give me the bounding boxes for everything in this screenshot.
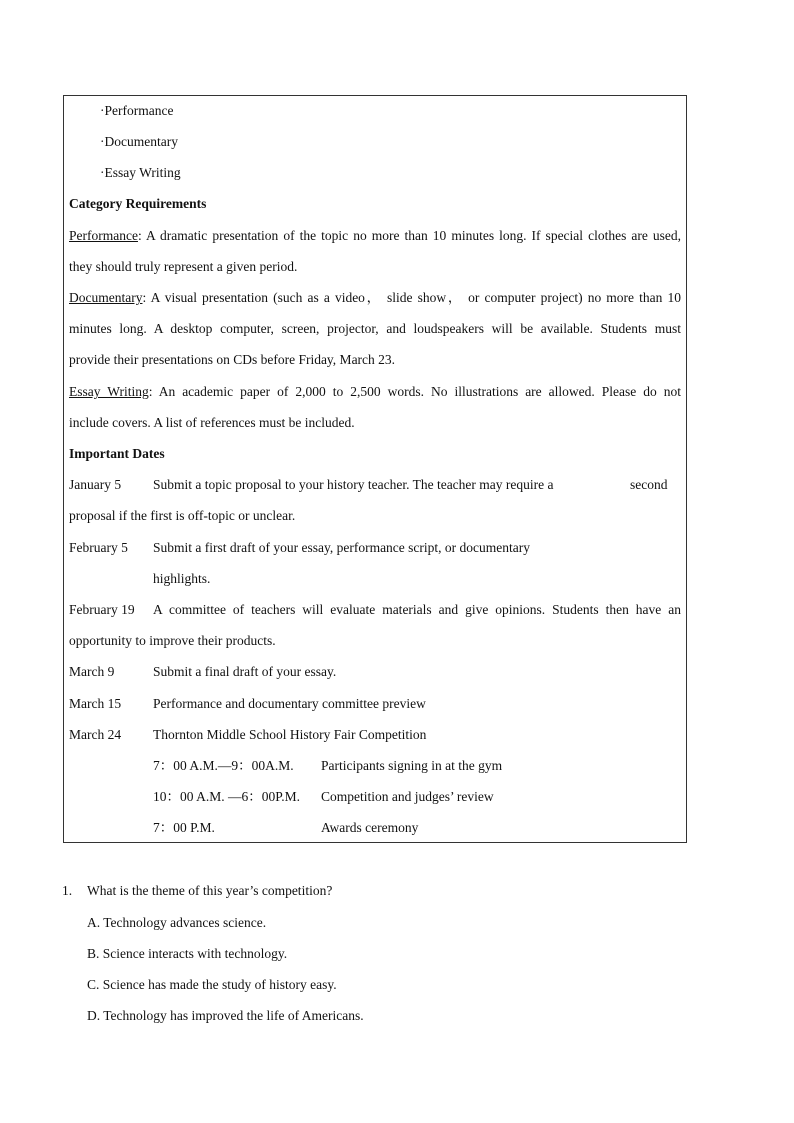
date-feb19-text-1: A committee of teachers will evaluate materials and give opinions. Students then have an [153, 602, 681, 617]
schedule-time: 7：00 P.M. [153, 820, 215, 835]
date-jan5-text-2: proposal if the first is off-topic or unclear. [69, 508, 296, 523]
performance-label: Performance [69, 228, 138, 243]
schedule-time: 10：00 A.M. —6：00P.M. [153, 789, 301, 804]
date-mar15-text: Performance and documentary committee preview [153, 696, 426, 711]
question-text: What is the theme of this year’s competition? [87, 883, 333, 898]
date-feb19-text-2: opportunity to improve their products. [69, 633, 276, 648]
performance-text-1: : A dramatic presentation of the topic no more than 10 minutes long. If special clothes are used, [137, 228, 681, 243]
question-number: 1. [62, 883, 73, 898]
date-feb5: February 5 [69, 540, 128, 555]
requirements-heading: Category Requirements [69, 196, 207, 211]
date-feb5-text-2: highlights. [153, 571, 211, 586]
essay-text-2: include covers. A list of references must be included. [69, 415, 355, 430]
dates-heading: Important Dates [69, 446, 165, 461]
date-mar24-text: Thornton Middle School History Fair Competition [153, 727, 427, 742]
date-mar15: March 15 [69, 696, 122, 711]
documentary-label: Documentary [69, 290, 143, 305]
schedule-event: Awards ceremony [321, 820, 419, 835]
category-item-performance: ·Performance [100, 103, 174, 118]
essay-line-1 [69, 384, 681, 400]
performance-line-1 [69, 228, 681, 244]
date-mar24: March 24 [69, 727, 122, 742]
documentary-line-1 [69, 290, 681, 306]
essay-text-1: : An academic paper of 2,000 to 2,500 words. No illustrations are allowed. Please do not [148, 384, 681, 399]
category-item-essay: ·Essay Writing [100, 165, 181, 180]
documentary-text-1: : A visual presentation (such as a video， slide show， or computer project) no more than 10 [142, 290, 681, 305]
date-mar9-text: Submit a final draft of your essay. [153, 664, 337, 679]
answer-option-d[interactable]: D. Technology has improved the life of Americans. [87, 1008, 364, 1023]
schedule-event: Participants signing in at the gym [321, 758, 503, 773]
date-jan5: January 5 [69, 477, 122, 492]
date-mar9: March 9 [69, 664, 115, 679]
schedule-time: 7：00 A.M.—9：00A.M. [153, 758, 294, 773]
date-feb5-text-1: Submit a first draft of your essay, performance script, or documentary [153, 540, 531, 555]
answer-option-b[interactable]: B. Science interacts with technology. [87, 946, 288, 961]
category-item-documentary: ·Documentary [100, 134, 178, 149]
performance-text-2: they should truly represent a given period. [69, 259, 298, 274]
schedule-event: Competition and judges’ review [321, 789, 494, 804]
documentary-text-2: minutes long. A desktop computer, screen, projector, and loudspeakers will be available. Students must [69, 321, 681, 336]
date-jan5-text-1b: second [630, 477, 668, 492]
essay-label: Essay Writing [69, 384, 149, 399]
documentary-text-3: provide their presentations on CDs before Friday, March 23. [69, 352, 396, 367]
date-jan5-text-1: Submit a topic proposal to your history teacher. The teacher may require a [153, 477, 554, 492]
answer-option-a[interactable]: A. Technology advances science. [87, 915, 267, 930]
answer-option-c[interactable]: C. Science has made the study of history easy. [87, 977, 337, 992]
date-feb19: February 19 [69, 602, 135, 617]
